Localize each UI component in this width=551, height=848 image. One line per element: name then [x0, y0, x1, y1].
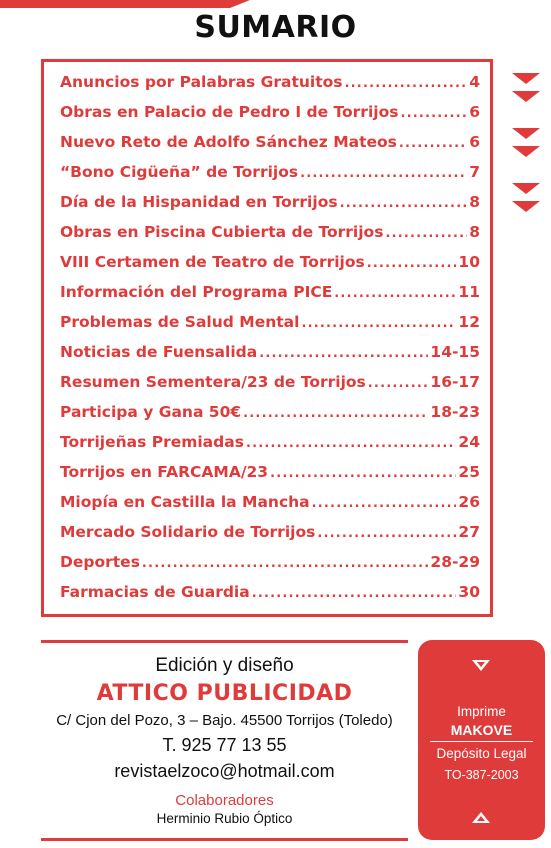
credits-block	[41, 650, 408, 826]
legal-deposit-number: TO-387-2003	[444, 768, 519, 782]
toc-entry-page: 8	[469, 193, 480, 211]
toc-leader-dots	[301, 316, 456, 331]
toc-entry	[60, 433, 480, 463]
imprime-label: Imprime	[457, 704, 506, 719]
publisher-email: revistaelzoco@hotmail.com	[114, 761, 335, 781]
toc-entry-page: 4	[469, 73, 480, 91]
toc-entry-title: Obras en Palacio de Pedro I de Torrijos	[60, 103, 399, 121]
toc-entry	[60, 283, 480, 313]
edition-label: Edición y diseño	[155, 655, 294, 676]
toc-leader-dots	[317, 526, 456, 541]
toc-list	[60, 73, 480, 613]
side-arrow-pair-3	[512, 183, 542, 219]
toc-entry-title: Torrijos en FARCAMA/23	[60, 463, 269, 481]
toc-entry-page: 30	[458, 583, 480, 601]
toc-entry-title: Noticias de Fuensalida	[60, 343, 258, 361]
page-title: SUMARIO	[194, 10, 357, 45]
toc-entry-page: 25	[458, 463, 480, 481]
toc-leader-dots	[312, 496, 457, 511]
collaborators-label: Colaboradores	[175, 792, 274, 809]
toc-entry	[60, 313, 480, 343]
toc-entry	[60, 223, 480, 253]
toc-leader-dots	[400, 106, 467, 121]
toc-leader-dots	[367, 256, 457, 271]
toc-entry-title: Problemas de Salud Mental	[60, 313, 300, 331]
toc-entry-page: 27	[458, 523, 480, 541]
toc-entry	[60, 253, 480, 283]
toc-entry-title: Día de la Hispanidad en Torrijos	[60, 193, 338, 211]
toc-leader-dots	[340, 196, 468, 211]
side-arrow-pair-1	[512, 73, 542, 109]
toc-entry-title: Deportes	[60, 553, 140, 571]
print-info-card	[418, 640, 545, 840]
toc-entry	[60, 193, 480, 223]
toc-entry-page: 18-23	[430, 403, 480, 421]
toc-leader-dots	[368, 376, 429, 391]
toc-entry-page: 6	[469, 133, 480, 151]
toc-entry-title: Anuncios por Palabras Gratuitos	[60, 73, 343, 91]
toc-entry-title: Miopía en Castilla la Mancha	[60, 493, 310, 511]
toc-entry-page: 6	[469, 103, 480, 121]
toc-entry	[60, 403, 480, 433]
table-of-contents	[41, 59, 493, 617]
triangle-down-icon	[472, 660, 490, 671]
publisher-phone: T. 925 77 13 55	[162, 735, 287, 755]
toc-entry-page: 11	[458, 283, 480, 301]
toc-entry-title: Información del Programa PICE	[60, 283, 333, 301]
toc-leader-dots	[246, 436, 456, 451]
toc-leader-dots	[399, 136, 467, 151]
toc-entry-title: VIII Certamen de Teatro de Torrijos	[60, 253, 365, 271]
triangle-down-icon	[512, 91, 540, 102]
triangle-down-icon	[512, 183, 540, 194]
triangle-down-icon	[512, 128, 540, 139]
toc-leader-dots	[385, 226, 467, 241]
publisher-address: C/ Cjon del Pozo, 3 – Bajo. 45500 Torrijos (Toledo)	[56, 712, 393, 729]
toc-entry-title: Resumen Sementera/23 de Torrijos	[60, 373, 366, 391]
toc-entry	[60, 373, 480, 403]
toc-entry-page: 12	[458, 313, 480, 331]
toc-entry-page: 26	[458, 493, 480, 511]
credits-bottom-rule	[41, 838, 408, 841]
toc-entry-page: 14-15	[430, 343, 480, 361]
toc-leader-dots	[300, 166, 467, 181]
toc-entry-title: “Bono Cigüeña” de Torrijos	[60, 163, 299, 181]
toc-entry	[60, 523, 480, 553]
publisher-name: ATTICO PUBLICIDAD	[96, 681, 353, 706]
toc-entry	[60, 133, 480, 163]
triangle-down-icon	[512, 146, 540, 157]
toc-leader-dots	[334, 286, 456, 301]
side-arrow-pair-2	[512, 128, 542, 164]
legal-deposit-label: Depósito Legal	[436, 746, 527, 761]
toc-leader-dots	[259, 346, 428, 361]
triangle-up-icon	[472, 812, 490, 823]
credits-top-rule	[41, 640, 408, 643]
toc-entry-title: Participa y Gana 50€	[60, 403, 242, 421]
toc-leader-dots	[142, 556, 429, 571]
card-divider	[430, 741, 533, 742]
toc-entry-page: 28-29	[430, 553, 480, 571]
toc-entry	[60, 103, 480, 133]
toc-entry	[60, 493, 480, 523]
triangle-down-icon	[512, 73, 540, 84]
toc-entry-page: 8	[469, 223, 480, 241]
toc-entry-title: Obras en Piscina Cubierta de Torrijos	[60, 223, 384, 241]
toc-entry	[60, 343, 480, 373]
toc-entry	[60, 463, 480, 493]
toc-entry-page: 10	[458, 253, 480, 271]
toc-leader-dots	[270, 466, 456, 481]
toc-leader-dots	[243, 406, 428, 421]
toc-entry-title: Farmacias de Guardia	[60, 583, 250, 601]
collaborator-name: Herminio Rubio Óptico	[156, 811, 293, 826]
toc-entry-title: Torrijeñas Premiadas	[60, 433, 244, 451]
printer-name: MAKOVE	[450, 722, 513, 738]
triangle-down-icon	[512, 201, 540, 212]
toc-entry-title: Nuevo Reto de Adolfo Sánchez Mateos	[60, 133, 397, 151]
toc-entry-page: 24	[458, 433, 480, 451]
toc-leader-dots	[345, 76, 468, 91]
top-accent-bar	[0, 0, 250, 8]
toc-entry	[60, 583, 480, 613]
toc-entry	[60, 73, 480, 103]
toc-entry-page: 16-17	[430, 373, 480, 391]
toc-entry	[60, 163, 480, 193]
toc-entry	[60, 553, 480, 583]
toc-leader-dots	[252, 586, 457, 601]
toc-entry-title: Mercado Solidario de Torrijos	[60, 523, 316, 541]
toc-entry-page: 7	[469, 163, 480, 181]
